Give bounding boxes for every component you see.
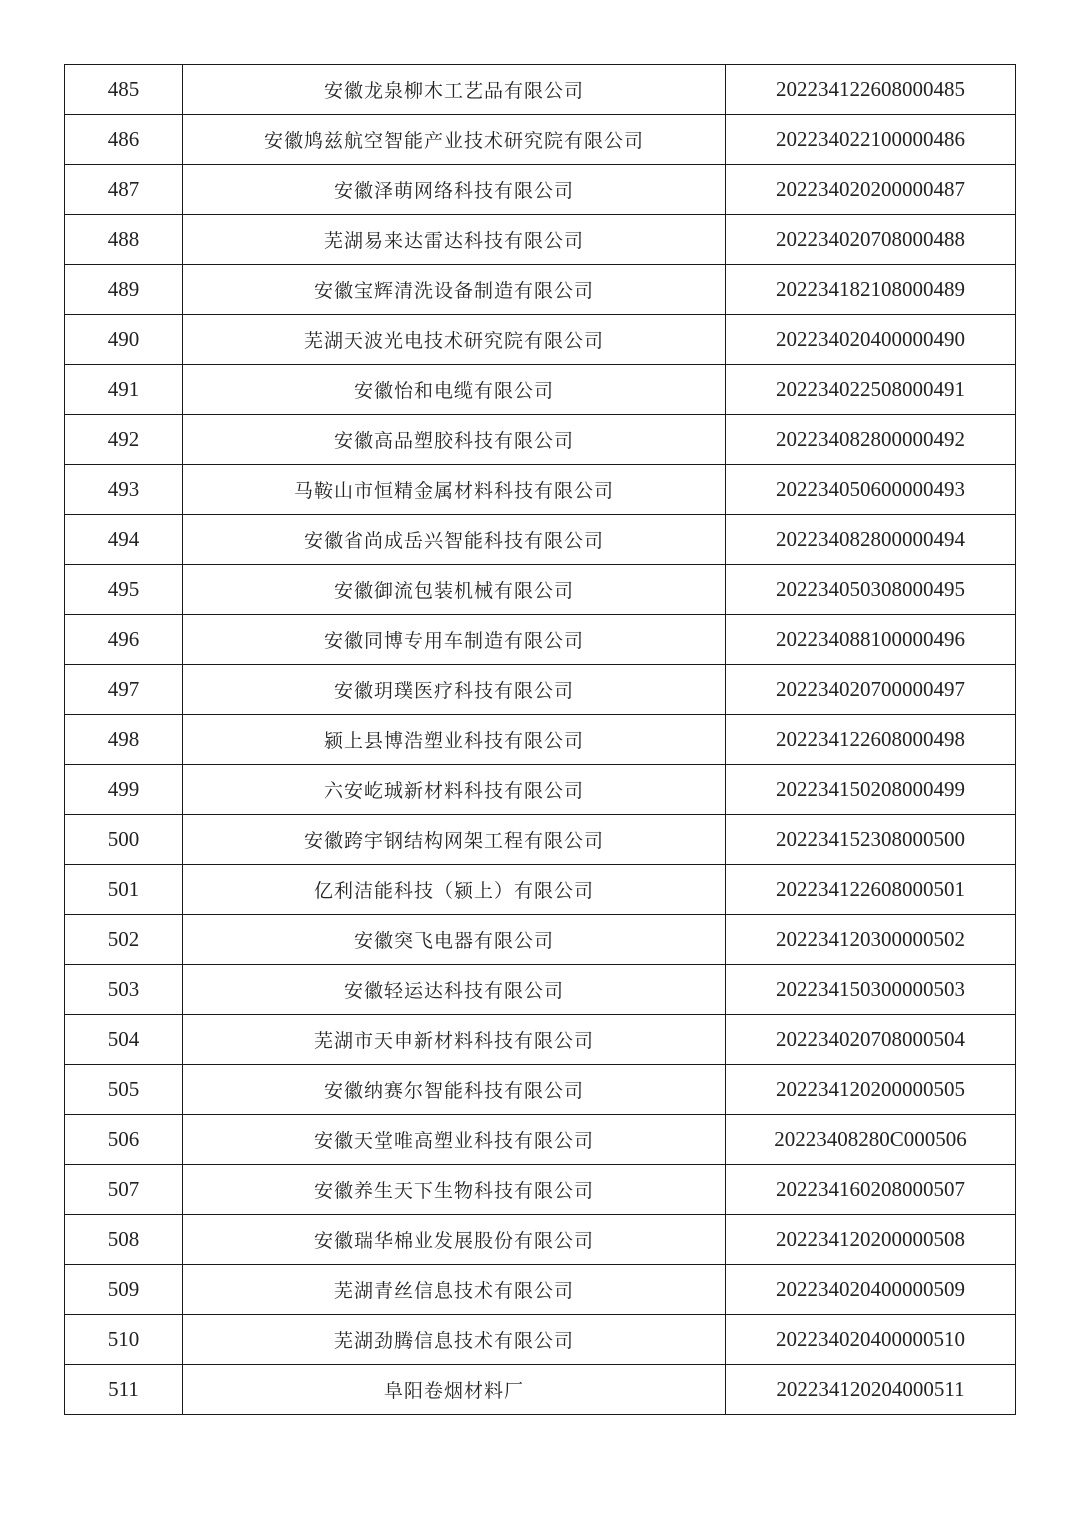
company-name-cell: 芜湖天波光电技术研究院有限公司	[183, 315, 726, 365]
company-name-cell: 安徽轻运达科技有限公司	[183, 965, 726, 1015]
registration-code-cell: 202234120200000505	[726, 1065, 1016, 1115]
registration-code-cell: 202234182108000489	[726, 265, 1016, 315]
table-row	[65, 915, 1016, 965]
registration-code-cell: 202234088100000496	[726, 615, 1016, 665]
row-number-cell: 508	[65, 1215, 183, 1265]
row-number-cell: 495	[65, 565, 183, 615]
registration-code-cell: 202234020708000504	[726, 1015, 1016, 1065]
registration-code-cell: 202234082800000492	[726, 415, 1016, 465]
table-row	[65, 365, 1016, 415]
table-row	[65, 765, 1016, 815]
table-row	[65, 515, 1016, 565]
row-number-cell: 505	[65, 1065, 183, 1115]
registration-code-cell: 202234152308000500	[726, 815, 1016, 865]
table-row	[65, 1265, 1016, 1315]
registration-code-cell: 202234160208000507	[726, 1165, 1016, 1215]
company-table-body	[65, 65, 1016, 1415]
table-row	[65, 415, 1016, 465]
company-name-cell: 安徽玥璞医疗科技有限公司	[183, 665, 726, 715]
company-name-cell: 安徽同博专用车制造有限公司	[183, 615, 726, 665]
table-row	[65, 715, 1016, 765]
company-name-cell: 安徽省尚成岳兴智能科技有限公司	[183, 515, 726, 565]
company-name-cell: 安徽鸠兹航空智能产业技术研究院有限公司	[183, 115, 726, 165]
company-name-cell: 安徽瑞华棉业发展股份有限公司	[183, 1215, 726, 1265]
registration-code-cell: 202234150300000503	[726, 965, 1016, 1015]
row-number-cell: 498	[65, 715, 183, 765]
table-row	[65, 65, 1016, 115]
row-number-cell: 491	[65, 365, 183, 415]
company-name-cell: 安徽泽萌网络科技有限公司	[183, 165, 726, 215]
registration-code-cell: 202234120204000511	[726, 1365, 1016, 1415]
row-number-cell: 507	[65, 1165, 183, 1215]
company-name-cell: 亿利洁能科技（颍上）有限公司	[183, 865, 726, 915]
registration-code-cell: 202234082800000494	[726, 515, 1016, 565]
company-name-cell: 安徽龙泉柳木工艺品有限公司	[183, 65, 726, 115]
row-number-cell: 490	[65, 315, 183, 365]
table-row	[65, 465, 1016, 515]
table-row	[65, 1215, 1016, 1265]
company-name-cell: 马鞍山市恒精金属材料科技有限公司	[183, 465, 726, 515]
row-number-cell: 486	[65, 115, 183, 165]
table-row	[65, 565, 1016, 615]
table-row	[65, 1315, 1016, 1365]
company-name-cell: 安徽突飞电器有限公司	[183, 915, 726, 965]
row-number-cell: 503	[65, 965, 183, 1015]
registration-code-cell: 202234122608000501	[726, 865, 1016, 915]
company-name-cell: 安徽跨宇钢结构网架工程有限公司	[183, 815, 726, 865]
company-name-cell: 芜湖劲腾信息技术有限公司	[183, 1315, 726, 1365]
table-row	[65, 865, 1016, 915]
company-name-cell: 安徽怡和电缆有限公司	[183, 365, 726, 415]
row-number-cell: 494	[65, 515, 183, 565]
company-name-cell: 颍上县博浩塑业科技有限公司	[183, 715, 726, 765]
company-name-cell: 六安屹珹新材料科技有限公司	[183, 765, 726, 815]
row-number-cell: 506	[65, 1115, 183, 1165]
registration-code-cell: 202234120200000508	[726, 1215, 1016, 1265]
registration-code-cell: 202234020400000510	[726, 1315, 1016, 1365]
table-row	[65, 1115, 1016, 1165]
table-row	[65, 815, 1016, 865]
company-name-cell: 芜湖易来达雷达科技有限公司	[183, 215, 726, 265]
row-number-cell: 497	[65, 665, 183, 715]
table-row	[65, 115, 1016, 165]
row-number-cell: 489	[65, 265, 183, 315]
registration-code-cell: 202234150208000499	[726, 765, 1016, 815]
company-name-cell: 阜阳卷烟材料厂	[183, 1365, 726, 1415]
table-row	[65, 165, 1016, 215]
registration-code-cell: 202234020200000487	[726, 165, 1016, 215]
row-number-cell: 485	[65, 65, 183, 115]
row-number-cell: 487	[65, 165, 183, 215]
company-name-cell: 安徽养生天下生物科技有限公司	[183, 1165, 726, 1215]
company-name-cell: 安徽御流包装机械有限公司	[183, 565, 726, 615]
company-name-cell: 芜湖青丝信息技术有限公司	[183, 1265, 726, 1315]
table-row	[65, 965, 1016, 1015]
row-number-cell: 492	[65, 415, 183, 465]
row-number-cell: 493	[65, 465, 183, 515]
company-name-cell: 安徽高品塑胶科技有限公司	[183, 415, 726, 465]
row-number-cell: 502	[65, 915, 183, 965]
row-number-cell: 511	[65, 1365, 183, 1415]
table-row	[65, 315, 1016, 365]
company-name-cell: 安徽宝辉清洗设备制造有限公司	[183, 265, 726, 315]
registration-code-cell: 202234050600000493	[726, 465, 1016, 515]
row-number-cell: 496	[65, 615, 183, 665]
table-row	[65, 1365, 1016, 1415]
row-number-cell: 488	[65, 215, 183, 265]
registration-code-cell: 202234120300000502	[726, 915, 1016, 965]
table-row	[65, 665, 1016, 715]
registration-code-cell: 20223408280C000506	[726, 1115, 1016, 1165]
table-row	[65, 215, 1016, 265]
table-row	[65, 615, 1016, 665]
registration-code-cell: 202234022100000486	[726, 115, 1016, 165]
row-number-cell: 509	[65, 1265, 183, 1315]
company-name-cell: 安徽纳赛尔智能科技有限公司	[183, 1065, 726, 1115]
registration-code-cell: 202234020400000490	[726, 315, 1016, 365]
registration-code-cell: 202234050308000495	[726, 565, 1016, 615]
row-number-cell: 499	[65, 765, 183, 815]
registration-code-cell: 202234020708000488	[726, 215, 1016, 265]
row-number-cell: 504	[65, 1015, 183, 1065]
table-row	[65, 265, 1016, 315]
registration-code-cell: 202234020700000497	[726, 665, 1016, 715]
row-number-cell: 501	[65, 865, 183, 915]
company-name-cell: 安徽天堂唯高塑业科技有限公司	[183, 1115, 726, 1165]
table-row	[65, 1015, 1016, 1065]
company-table	[64, 64, 1016, 1415]
company-name-cell: 芜湖市天申新材料科技有限公司	[183, 1015, 726, 1065]
registration-code-cell: 202234122608000485	[726, 65, 1016, 115]
registration-code-cell: 202234122608000498	[726, 715, 1016, 765]
row-number-cell: 510	[65, 1315, 183, 1365]
row-number-cell: 500	[65, 815, 183, 865]
table-row	[65, 1065, 1016, 1115]
table-row	[65, 1165, 1016, 1215]
registration-code-cell: 202234022508000491	[726, 365, 1016, 415]
registration-code-cell: 202234020400000509	[726, 1265, 1016, 1315]
